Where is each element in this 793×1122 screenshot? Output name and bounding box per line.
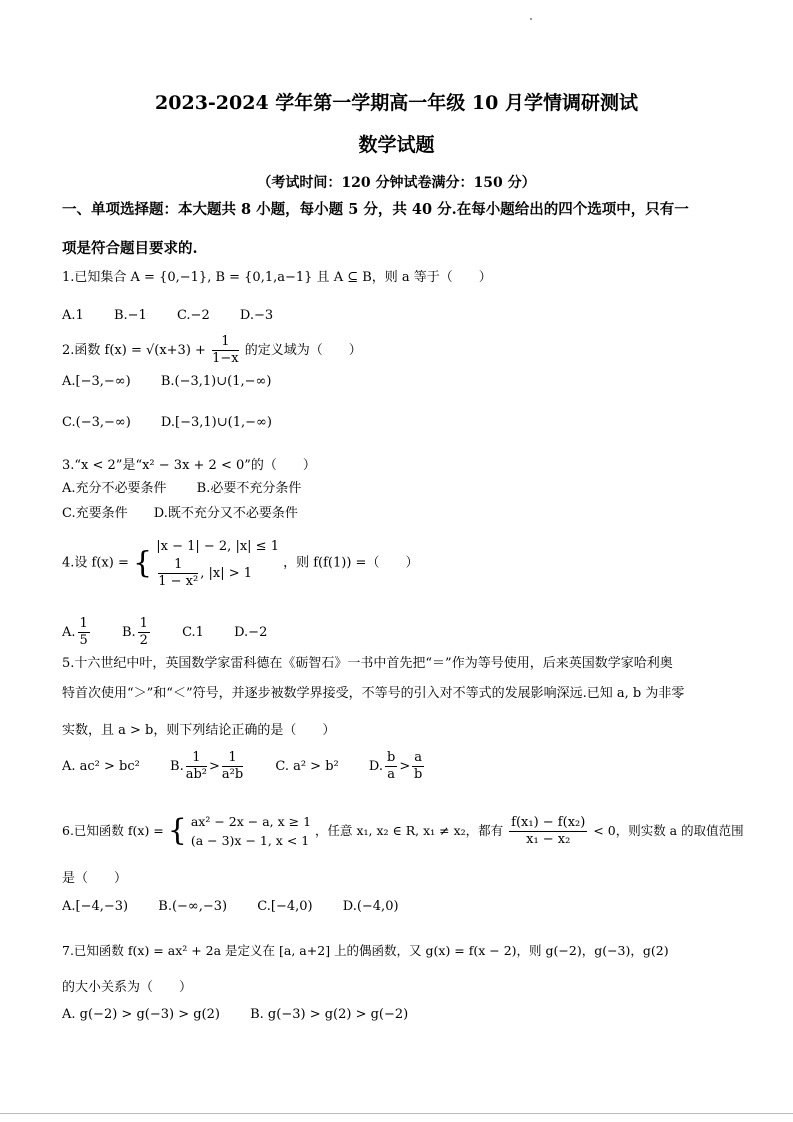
q5-option-d-right-num: a <box>414 750 422 765</box>
q6-suffix: < 0，则实数 a 的取值范围 <box>593 823 744 838</box>
q3-options-row1 <box>62 480 327 498</box>
q1-option-c: C.−2 <box>176 308 210 323</box>
q4-option-a <box>62 616 92 649</box>
q2-fraction-num: 1 <box>212 334 239 351</box>
q4-option-d: D.−2 <box>234 625 268 640</box>
q3-options-row2 <box>62 505 324 523</box>
q5-options <box>62 750 452 783</box>
q4-option-b-num: 1 <box>139 616 148 631</box>
q6-fraction-num: f(x₁) − f(x₂) <box>511 814 586 830</box>
q2-suffix: 的定义域为（ ） <box>244 343 362 358</box>
q2-prefix: 2.函数 f(x) = √(x+3) + <box>62 343 206 358</box>
q6-option-a: A.[−4,−3) <box>62 899 129 914</box>
q4-options <box>62 616 293 649</box>
q5-option-a: A. ac² > bc² <box>62 759 140 774</box>
q5-line2: 特首次使用“＞”和“＜”符号，并逐步被数学界接受，不等号的引入对不等式的发展影响深远.已知 a, b 为非零 <box>62 686 685 701</box>
q4-case1: |x − 1| − 2, |x| ≤ 1 <box>156 539 279 554</box>
q5-option-b-right <box>222 750 243 783</box>
q6-case1: ax² − 2x − a, x ≥ 1 <box>190 814 312 829</box>
q6-brace: { <box>167 813 187 848</box>
q6-option-c: C.[−4,0) <box>257 899 313 914</box>
q4-cases <box>156 537 279 590</box>
q6-options <box>62 898 425 916</box>
q4-case2-fraction <box>158 557 198 590</box>
exam-info: （考试时间：120 分钟试卷满分：150 分） <box>257 175 536 191</box>
q6-case2: (a − 3)x − 1, x < 1 <box>190 833 310 848</box>
q4-option-a-den: 5 <box>79 633 88 648</box>
q5-option-d-left-den: a <box>387 767 396 782</box>
q5-option-c: C. a² > b² <box>275 759 339 774</box>
q7-options <box>62 1006 434 1024</box>
q5-option-b-label: B. <box>170 759 184 774</box>
q6-fraction <box>509 815 587 848</box>
q2-fraction <box>212 334 239 367</box>
q7-option-a: A. g(−2) > g(−3) > g(2) <box>62 1007 220 1022</box>
exam-title: 2023-2024 学年第一学期高一年级 10 月学情调研测试 <box>155 92 638 114</box>
q7-line2: 的大小关系为（ ） <box>62 980 193 995</box>
q3-option-a: A.充分不必要条件 <box>62 481 167 496</box>
q1-option-a: A.1 <box>62 308 84 323</box>
q2-options-row1 <box>62 373 297 391</box>
q5-option-d-left <box>385 750 397 783</box>
section-heading-line2: 项是符合题目要求的. <box>62 240 198 257</box>
q3-option-c: C.充要条件 <box>62 506 128 521</box>
q5-option-b: B. $\frac{1}{\text{ab²}}$ > $\frac{1}{\text{a²b}}$ <box>170 750 244 782</box>
q5-option-d-right <box>412 750 424 783</box>
q5-option-d-right-den: b <box>413 767 423 782</box>
q6-line2: 是（ ） <box>62 871 128 886</box>
q2-option-d: D.[−3,1)∪(1,−∞) <box>160 415 272 430</box>
q7-line1: 7.已知函数 f(x) = ax² + 2a 是定义在 [a, a+2] 上的偶函数，又 g(x) = f(x − 2)，则 g(−2)，g(−3)，g(2) <box>62 943 669 958</box>
q4-option-a-label: A. <box>62 625 76 640</box>
q1-stem: 1.已知集合 A = {0,−1}, B = {0,1,a−1} 且 A ⊆ B，则 a 等于（ ） <box>62 270 492 285</box>
q1-option-d: D.−3 <box>239 308 274 323</box>
q4-case2-den: 1 − x² <box>158 574 199 589</box>
q2-fraction-den: 1−x <box>212 351 239 366</box>
q4-option-b-fraction <box>138 616 150 649</box>
q5-option-b-right-den: a²b <box>221 767 244 782</box>
q5-option-b-left-den: ab² <box>185 767 207 782</box>
q5-option-d-label: D. <box>368 759 383 774</box>
q4-option-c: C.1 <box>182 625 204 640</box>
q5-option-d-left-num: b <box>386 750 396 765</box>
scan-dot <box>530 18 532 20</box>
q2-options-row2 <box>62 414 298 432</box>
q6-option-d: D.(−4,0) <box>342 899 399 914</box>
q6-fraction-den: x₁ − x₂ <box>526 831 571 847</box>
q3-stem: 3.“x < 2”是“x² − 3x + 2 < 0”的（ ） <box>62 458 316 473</box>
q4-brace: { <box>133 545 153 581</box>
page-bottom-rule <box>0 1113 793 1114</box>
q2-option-c: C.(−3,−∞) <box>62 415 131 430</box>
q6-mid: ，任意 x₁, x₂ ∈ R, x₁ ≠ x₂，都有 <box>315 823 504 838</box>
q6-stem <box>62 812 744 850</box>
q4-case2-cond: , |x| > 1 <box>200 566 253 581</box>
q2-option-b: B.(−3,1)∪(1,−∞) <box>160 374 272 389</box>
q4-prefix: 4.设 f(x) = <box>62 555 129 571</box>
q4-option-a-fraction <box>78 616 90 649</box>
q1-options <box>62 307 299 325</box>
q4-case2-num: 1 <box>158 557 198 574</box>
q5-line1: 5.十六世纪中叶，英国数学家雷科德在《砺智石》一书中首先把“＝”作为等号使用，后来英国数学家哈利奥 <box>62 656 673 671</box>
q7-option-b: B. g(−3) > g(2) > g(−2) <box>250 1007 409 1022</box>
q3-option-b: B.必要不充分条件 <box>196 481 302 496</box>
q4-option-b-den: 2 <box>139 633 148 648</box>
q4-suffix: ，则 f(f(1)) =（ ） <box>283 555 419 571</box>
q4-option-b-label: B. <box>121 625 136 640</box>
q4-case2 <box>156 557 279 590</box>
q6-cases <box>191 812 311 850</box>
q1-option-b: B.−1 <box>113 308 147 323</box>
q5-option-b-left <box>186 750 207 783</box>
section-heading-line1: 一、单项选择题：本大题共 8 小题，每小题 5 分，共 40 分.在每小题给出的四个选项中，只有一 <box>62 201 689 218</box>
q4-stem <box>62 537 418 590</box>
q5-option-b-right-num: 1 <box>222 750 243 767</box>
q4-option-a-num: 1 <box>79 616 88 631</box>
q6-option-b: B.(−∞,−3) <box>158 899 228 914</box>
q5-option-b-left-num: 1 <box>186 750 207 767</box>
q4-option-b <box>122 616 152 649</box>
q2-option-a: A.[−3,−∞) <box>62 374 131 389</box>
exam-subtitle: 数学试题 <box>358 134 435 156</box>
q5-line3: 实数，且 a > b，则下列结论正确的是（ ） <box>62 723 336 738</box>
q6-prefix: 6.已知函数 f(x) = <box>62 823 164 838</box>
q2-stem <box>62 334 362 367</box>
q3-option-d: D.既不充分又不必要条件 <box>153 506 298 521</box>
q5-option-d: D. $\frac{b}{a}$ > $\frac{a}{b}$ <box>368 750 423 782</box>
